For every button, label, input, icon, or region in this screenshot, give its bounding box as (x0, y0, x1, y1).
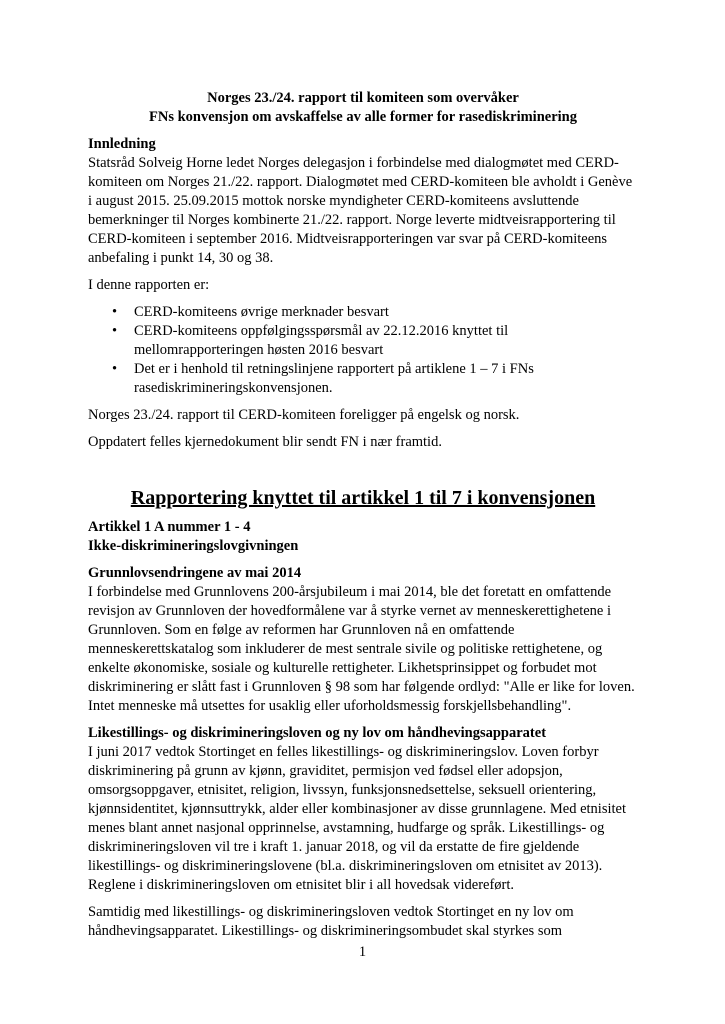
haandheving-paragraph: Samtidig med likestillings- og diskrimineringsloven vedtok Stortinget en ny lov om håndhevingsapparatet. Likestillings- og diskrimineringsombudet skal styrkes som (88, 904, 574, 939)
article-subject: Ikke-diskrimineringslovgivningen (88, 538, 299, 554)
section-title: Rapportering knyttet til artikkel 1 til 7 i konvensjonen (130, 487, 596, 509)
language-paragraph: Norges 23./24. rapport til CERD-komiteen foreligger på engelsk og norsk. (88, 407, 520, 423)
grunnlov-heading: Grunnlovsendringene av mai 2014 (88, 565, 302, 581)
intro-paragraph: Statsråd Solveig Horne ledet Norges delegasjon i forbindelse med dialogmøtet med CERD-komiteen om Norges 21./22. rapport. Dialogmøtet med CERD-komiteen ble avholdt i Genève i august 2015. 25.09.2015 mottok norske myndigheter CERD-komiteens avsluttende bemerkninger til Norges kombinerte 21./22. rapport. Norge leverte midtveisrapportering til CERD-komiteen i september 2016. Midtveisrapporteringen var svar på CERD-komiteens anbefaling i punkt 14, 30 og 38. (88, 155, 633, 266)
title-line-2: FNs konvensjon om avskaffelse av alle former for rasediskriminering (149, 109, 577, 125)
likestilling-heading: Likestillings- og diskrimineringsloven og ny lov om håndhevingsapparatet (88, 725, 547, 741)
list-intro: I denne rapporten er: (88, 277, 210, 293)
list-item: • Det er i henhold til retningslinjene rapportert på artiklene 1 – 7 i FNs rasediskrimineringskonvensjonen. (134, 360, 638, 398)
document-title (88, 89, 638, 127)
intro-heading: Innledning (88, 136, 156, 152)
article-number: Artikkel 1 A nummer 1 - 4 (88, 519, 251, 535)
grunnlov-section (88, 564, 638, 716)
intro-section (88, 135, 638, 268)
list-item: • CERD-komiteens oppfølgingsspørsmål av 22.12.2016 knyttet til mellomrapporteringen høsten 2016 besvart (134, 322, 638, 360)
core-document-paragraph: Oppdatert felles kjernedokument blir sendt FN i nær framtid. (88, 434, 442, 450)
page-content (88, 89, 638, 949)
report-contents-list (88, 303, 638, 398)
likestilling-section (88, 724, 638, 895)
list-item: • CERD-komiteens øvrige merknader besvart (134, 303, 638, 322)
title-line-1: Norges 23./24. rapport til komiteen som overvåker (207, 90, 519, 106)
article-heading (88, 518, 638, 556)
grunnlov-paragraph: I forbindelse med Grunnlovens 200-årsjubileum i mai 2014, ble det foretatt en omfattende revisjon av Grunnloven der hovedformålene var å styrke vernet av menneskerettighetene i Grunnloven. Som en følge av reformen har Grunnloven nå en omfattende menneskerettskatalog som inkluderer de mest sentrale sivile og politiske rettighetene, og enkelte økonomiske, sosiale og kulturelle rettigheter. Likhetsprinsippet og forbudet mot diskriminering er slått fast i Grunnloven § 98 som har følgende ordlyd: "Alle er like for loven. Intet menneske må utsettes for usaklig eller uforholdsmessig forskjellsbehandling". (88, 584, 635, 714)
page-number: 1 (358, 944, 367, 960)
likestilling-paragraph: I juni 2017 vedtok Stortinget en felles likestillings- og diskrimineringslov. Loven forbyr diskriminering på grunn av kjønn, graviditet, permisjon ved fødsel eller adopsjon, omsorgsoppgaver, etnisitet, religion, livssyn, funksjonsnedsettelse, seksuell orientering, kjønnsidentitet, kjønnsuttrykk, alder eller kombinasjoner av disse grunnlagene. Med etnisitet menes blant annet nasjonal opprinnelse, avstamning, hudfarge og språk. Likestillings- og diskrimineringsloven vil tre i kraft 1. januar 2018, og vil da erstatte de fire gjeldende likestillings- og diskrimineringslovene (bl.a. diskrimineringsloven om etnisitet av 2013). Reglene i diskrimineringsloven om etnisitet blir i all hovedsak videreført. (88, 744, 626, 893)
